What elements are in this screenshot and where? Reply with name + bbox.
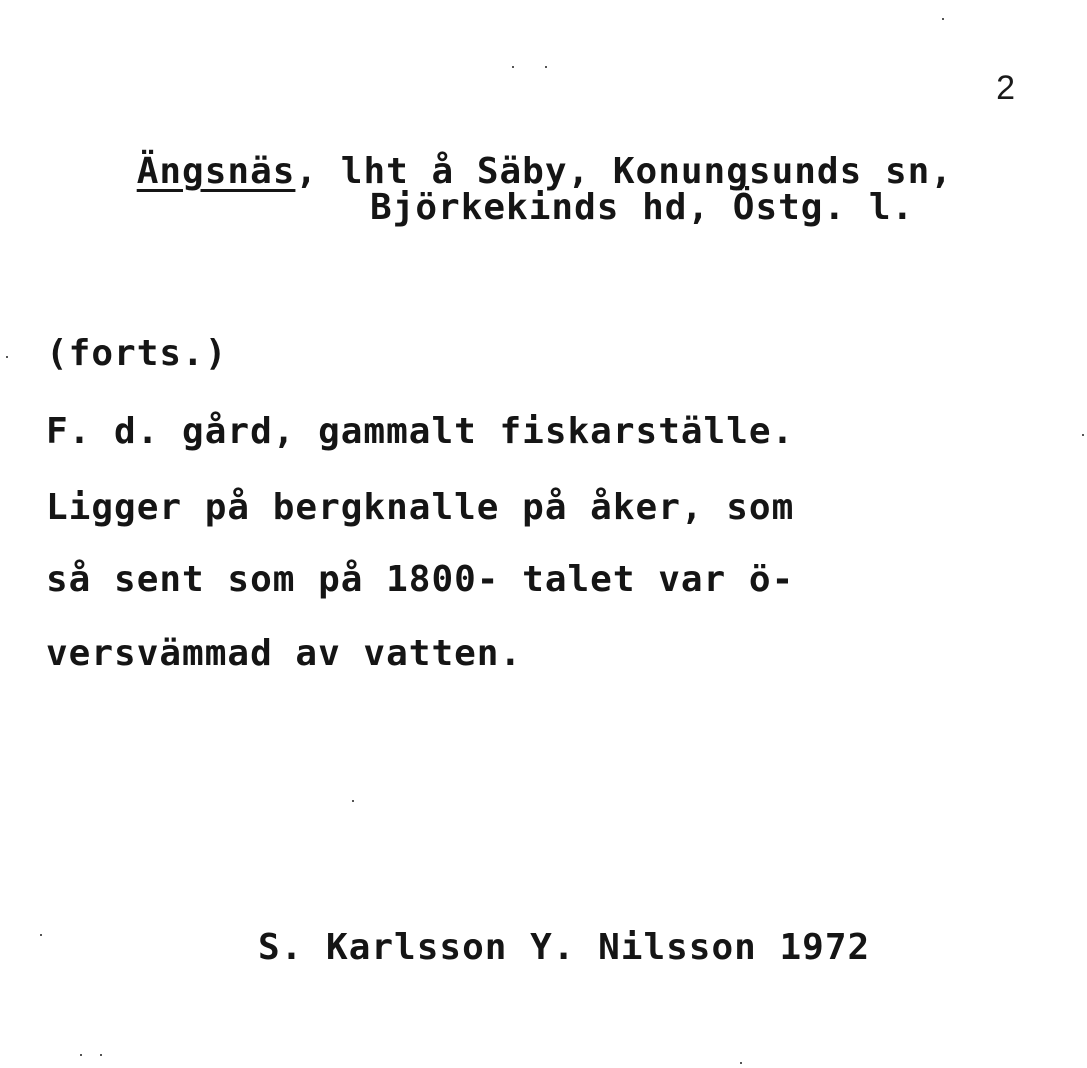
signature: S. Karlsson Y. Nilsson 1972 [258, 927, 871, 968]
heading-location: , lht å Säby, Konungsunds sn, [295, 151, 953, 192]
body-line: F. d. gård, gammalt fiskarställe. [46, 411, 795, 452]
card-number: 2 [996, 69, 1015, 107]
body-line-continued: (forts.) [46, 333, 228, 374]
scan-speck [1082, 434, 1084, 436]
scan-speck [942, 18, 944, 20]
body-line: versvämmad av vatten. [46, 633, 523, 674]
scan-speck [740, 1062, 742, 1064]
heading-line-2: Björkekinds hd, Östg. l. [370, 187, 915, 228]
scan-speck [512, 66, 514, 68]
place-name: Ängsnäs [136, 151, 296, 192]
scan-speck [100, 1054, 102, 1056]
body-line: så sent som på 1800- talet var ö- [46, 559, 795, 600]
scan-speck [6, 356, 8, 358]
scan-speck [352, 800, 354, 802]
scan-speck [40, 934, 42, 936]
scan-speck [545, 66, 547, 68]
body-line: Ligger på bergknalle på åker, som [46, 487, 795, 528]
scan-speck [80, 1054, 82, 1056]
